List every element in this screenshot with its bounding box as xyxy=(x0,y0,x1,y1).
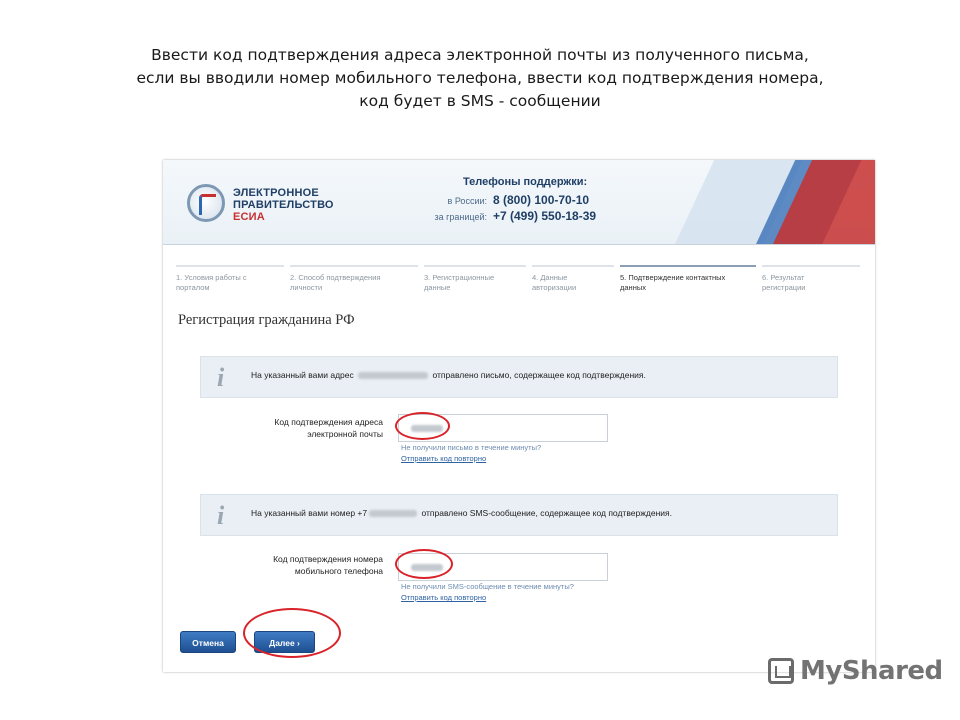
phone-resend-link[interactable]: Отправить код повторно xyxy=(401,593,487,602)
redacted-email xyxy=(358,372,428,379)
email-info-text: На указанный вами адрес отправлено письмо, содержащее код подтверждения. xyxy=(251,370,646,380)
step-1: 1. Условия работы с порталом xyxy=(176,265,284,293)
russia-label: в России: xyxy=(447,196,487,206)
support-title: Телефоны поддержки: xyxy=(463,176,588,188)
step-4: 4. Данные авторизации xyxy=(532,265,614,293)
info-icon: i xyxy=(217,363,225,392)
caption-line-3: код будет в SMS - сообщении xyxy=(359,92,601,110)
abroad-number: +7 (499) 550-18-39 xyxy=(493,209,597,223)
cancel-button[interactable]: Отмена xyxy=(180,631,236,653)
caption-line-1: Ввести код подтверждения адреса электронной почты из полученного письма, xyxy=(151,46,809,64)
email-info-box xyxy=(200,356,838,398)
russia-number: 8 (800) 100-70-10 xyxy=(493,193,590,207)
next-button[interactable]: Далее › xyxy=(254,631,315,653)
registration-steps xyxy=(176,265,860,297)
support-russia xyxy=(423,193,589,207)
phone-hint: Не получили SMS-сообщение в течение минуты? xyxy=(401,582,574,591)
email-resend-link[interactable]: Отправить код повторно xyxy=(401,454,487,463)
caption-line-2: если вы вводили номер мобильного телефона, ввести код подтверждения номера, xyxy=(136,69,824,87)
phone-code-label: Код подтверждения номера мобильного телефона xyxy=(273,554,383,576)
watermark xyxy=(768,654,943,690)
phone-info-text: На указанный вами номер +7 отправлено SMS-сообщение, содержащее код подтверждения. xyxy=(251,508,672,518)
logo-line-2: ПРАВИТЕЛЬСТВО xyxy=(233,199,334,211)
header-decoration xyxy=(645,160,875,244)
logo-line-1: ЭЛЕКТРОННОЕ xyxy=(233,187,319,199)
step-6: 6. Результат регистрации xyxy=(762,265,860,293)
screenshot-frame xyxy=(163,160,875,672)
step-5-active: 5. Подтверждение контактных данных xyxy=(620,265,756,293)
abroad-label: за границей: xyxy=(434,212,487,222)
highlight-ellipse xyxy=(395,549,453,579)
highlight-ellipse xyxy=(395,412,450,440)
info-icon: i xyxy=(217,501,225,530)
phone-info-box xyxy=(200,494,838,536)
support-abroad xyxy=(423,209,596,223)
emblem-icon xyxy=(187,184,225,222)
site-header xyxy=(163,160,875,245)
email-hint: Не получили письмо в течение минуты? xyxy=(401,443,542,452)
highlight-ellipse xyxy=(243,608,341,658)
step-3: 3. Регистрационные данные xyxy=(424,265,526,293)
logo-line-3: ЕСИА xyxy=(233,211,265,223)
email-code-label: Код подтверждения адреса электронной почты xyxy=(274,417,383,439)
watermark-text: MyShared xyxy=(800,656,943,686)
site-logo[interactable] xyxy=(233,187,334,223)
slide-caption xyxy=(60,44,900,113)
page-title: Регистрация гражданина РФ xyxy=(178,312,355,328)
step-2: 2. Способ подтверждения личности xyxy=(290,265,418,293)
redacted-phone xyxy=(369,510,417,517)
monitor-icon xyxy=(768,658,794,684)
